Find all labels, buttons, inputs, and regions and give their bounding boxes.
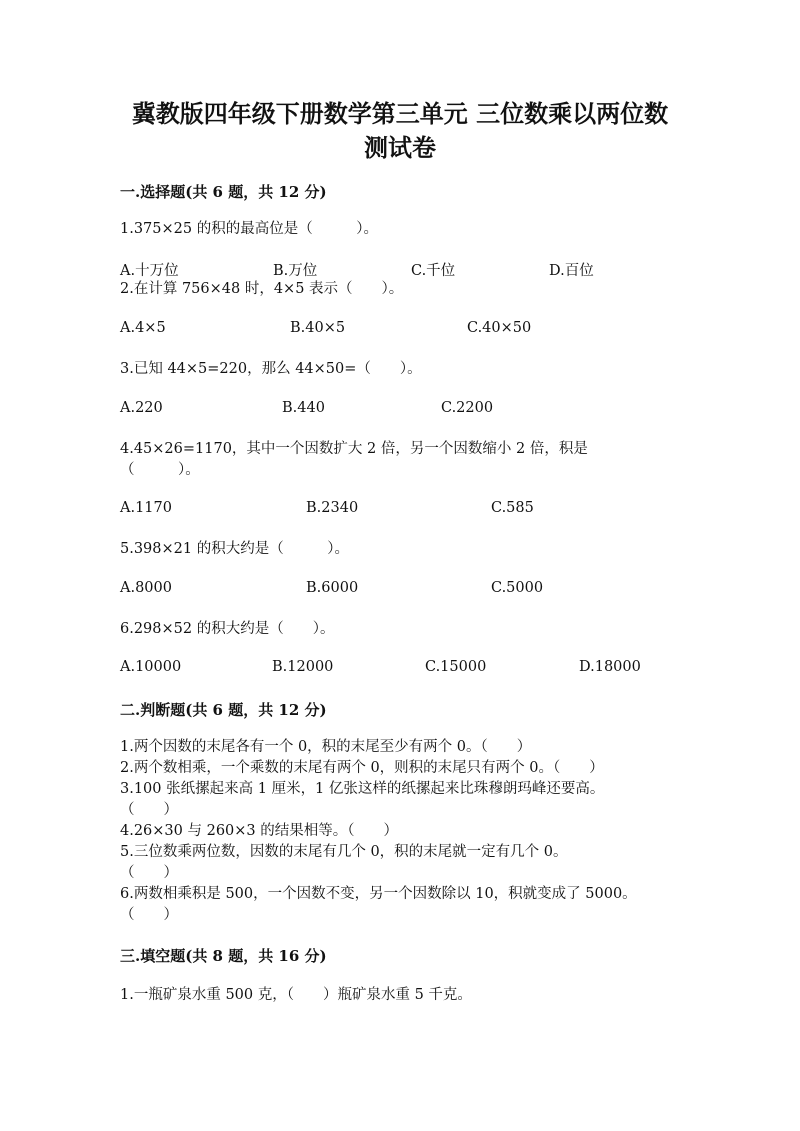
judgement-line: 1.两个因数的末尾各有一个 0，积的末尾至少有两个 0。（ ） xyxy=(120,739,532,755)
option-d: D.18000 xyxy=(579,659,641,675)
option-a: A.8000 xyxy=(120,580,172,596)
option-b: B.6000 xyxy=(306,580,359,596)
page-title-line2: 测试卷 xyxy=(364,133,436,162)
option-d: D.百位 xyxy=(549,263,594,279)
question-stem: 2.在计算 756×48 时，4×5 表示（ ）。 xyxy=(120,281,404,297)
option-c: C.千位 xyxy=(411,263,456,279)
judgement-line: 6.两数相乘积是 500，一个因数不变，另一个因数除以 10，积就变成了 5000。 xyxy=(120,886,637,902)
question-stem: 5.398×21 的积大约是（ ）。 xyxy=(120,541,349,557)
option-a: A.220 xyxy=(120,400,163,416)
question-stem: 6.298×52 的积大约是（ ）。 xyxy=(120,621,335,637)
judgement-line: （ ） xyxy=(120,907,178,923)
judgement-line: 2.两个数相乘，一个乘数的末尾有两个 0，则积的末尾只有两个 0。（ ） xyxy=(120,760,604,776)
option-b: B.12000 xyxy=(272,659,334,675)
section-heading-choice: 一.选择题(共 6 题，共 12 分) xyxy=(120,183,327,201)
fill-in-question: 1.一瓶矿泉水重 500 克，（ ）瓶矿泉水重 5 千克。 xyxy=(120,987,472,1003)
section-heading-fill-in: 三.填空题(共 8 题，共 16 分) xyxy=(120,947,327,965)
page-title-line1: 冀教版四年级下册数学第三单元 三位数乘以两位数 xyxy=(131,99,669,128)
option-c: C.585 xyxy=(491,500,534,516)
option-a: A.4×5 xyxy=(120,320,166,336)
option-c: C.15000 xyxy=(425,659,487,675)
judgement-line: （ ） xyxy=(120,865,178,881)
option-c: C.40×50 xyxy=(467,320,532,336)
question-stem: 1.375×25 的积的最高位是（ ）。 xyxy=(120,221,378,237)
question-stem: 3.已知 44×5=220，那么 44×50=（ ）。 xyxy=(120,361,422,377)
judgement-line: 4.26×30 与 260×3 的结果相等。（ ） xyxy=(120,823,399,839)
question-stem: 4.45×26=1170，其中一个因数扩大 2 倍，另一个因数缩小 2 倍，积是 xyxy=(120,441,588,457)
question-stem-continued: （ ）。 xyxy=(120,462,200,478)
option-c: C.5000 xyxy=(491,580,544,596)
section-heading-judgement: 二.判断题(共 6 题，共 12 分) xyxy=(120,701,327,719)
option-b: B.2340 xyxy=(306,500,359,516)
option-a: A.十万位 xyxy=(120,263,179,279)
option-a: A.1170 xyxy=(120,500,172,516)
option-b: B.40×5 xyxy=(290,320,346,336)
option-b: B.万位 xyxy=(273,263,318,279)
option-c: C.2200 xyxy=(441,400,494,416)
judgement-line: 3.100 张纸摞起来高 1 厘米，1 亿张这样的纸摞起来比珠穆朗玛峰还要高。 xyxy=(120,781,605,797)
judgement-line: （ ） xyxy=(120,802,178,818)
option-a: A.10000 xyxy=(120,659,182,675)
judgement-line: 5.三位数乘两位数，因数的末尾有几个 0，积的末尾就一定有几个 0。 xyxy=(120,844,568,860)
option-b: B.440 xyxy=(282,400,325,416)
